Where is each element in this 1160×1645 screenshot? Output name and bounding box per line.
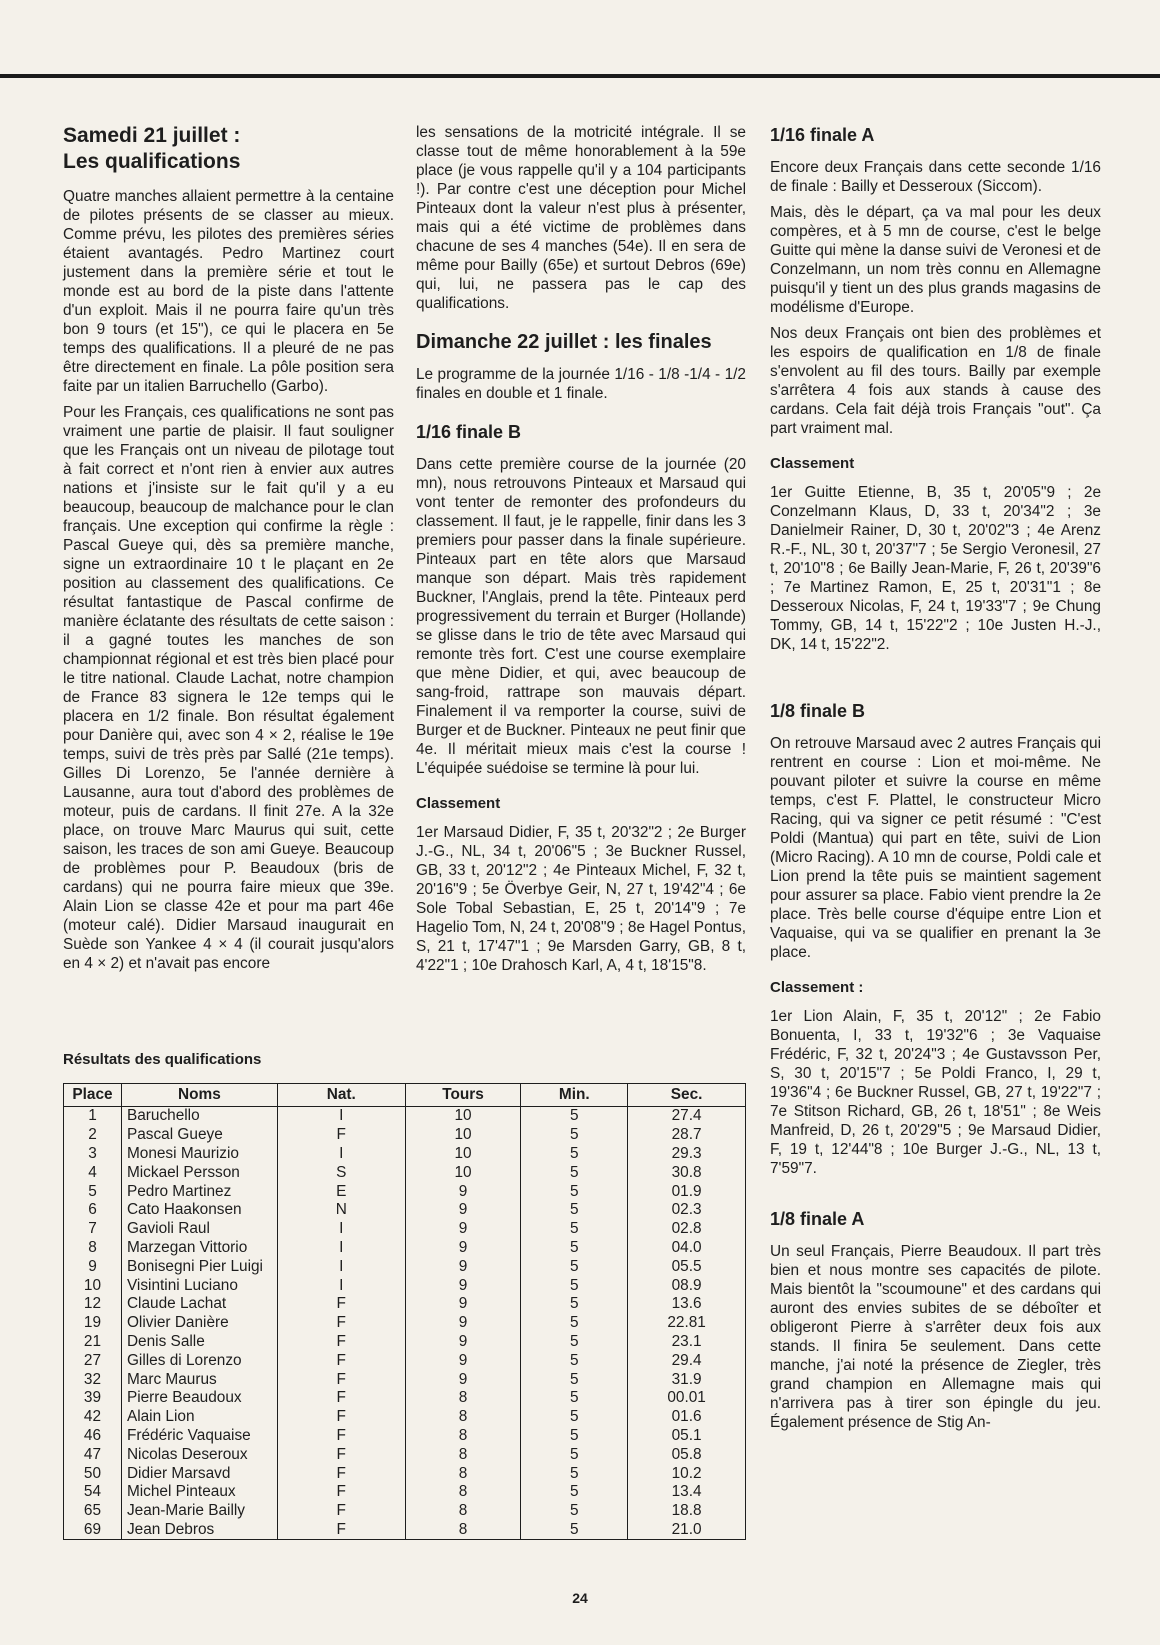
table-row (64, 1163, 746, 1182)
header-nat: Nat. (277, 1084, 405, 1107)
cell-place: 9 (64, 1257, 122, 1276)
cell-tours: 9 (405, 1370, 521, 1389)
cell-name: Baruchello (121, 1107, 277, 1126)
cell-name: Pierre Beaudoux (121, 1389, 277, 1408)
cell-place: 6 (64, 1201, 122, 1220)
cell-name: Visintini Luciano (121, 1276, 277, 1295)
header-min: Min. (521, 1084, 628, 1107)
column-1 (63, 123, 394, 980)
cell-place: 4 (64, 1163, 122, 1182)
subheading-16-finale-b: 1/16 finale B (416, 422, 522, 442)
cell-tours: 8 (405, 1427, 521, 1446)
header-tours: Tours (405, 1084, 521, 1107)
cell-place: 50 (64, 1464, 122, 1483)
cell-nat: F (277, 1389, 405, 1408)
cell-name: Michel Pinteaux (121, 1483, 277, 1502)
cell-place: 19 (64, 1314, 122, 1333)
table-row (64, 1445, 746, 1464)
section-heading-qualifications: Samedi 21 juillet : Les qualifications (63, 124, 241, 173)
cell-place: 7 (64, 1220, 122, 1239)
cell-place: 32 (64, 1370, 122, 1389)
cell-nat: F (277, 1370, 405, 1389)
cell-nat: F (277, 1427, 405, 1446)
cell-min: 5 (521, 1502, 628, 1521)
cell-sec: 00.01 (628, 1389, 746, 1408)
results-table-title: Résultats des qualifications (63, 1051, 262, 1068)
cell-place: 5 (64, 1182, 122, 1201)
cell-tours: 10 (405, 1163, 521, 1182)
cell-place: 12 (64, 1295, 122, 1314)
classement-list: 1er Lion Alain, F, 35 t, 20'12" ; 2e Fabio Bonuenta, I, 33 t, 19'32"6 ; 3e Vaquaise Frédéric, F, 32 t, 20'24"3 ; 4e Gustavsson Per, S, 30 t, 20'15"7 ; 5e Poldi Franco, I, 29 t, 19'36"4 ; 6e Buckner Russel, GB, 27 t, 19'22"7 ; 7e Stitson Richard, GB, 26 t, 18'51" ; 8e Weis Manfreid, D, 26 t, 20'29"5 ; 9e Marsaud Didier, F, 19 t, 12'44"8 ; 10e Burger J.-G., NL, 13 t, 7'59"7. (770, 1008, 1101, 1177)
cell-nat: F (277, 1521, 405, 1540)
classement-list: 1er Guitte Etienne, B, 35 t, 20'05"9 ; 2e Conzelmann Klaus, D, 33 t, 20'34"2 ; 3e Danielmeir Rainer, D, 30 t, 20'02"3 ; 4e Arenz R.-F., NL, 30 t, 20'37"7 ; 5e Sergio Veronesil, 27 t, 20'10"8 ; 6e Bailly Jean-Marie, F, 26 t, 20'39"6 ; 7e Martinez Ramon, E, 25 t, 20'31"1 ; 8e Desseroux Nicolas, F, 24 t, 19'33"7 ; 9e Chung Tommy, GB, 14 t, 15'22"2 ; 10e Justen H.-J., DK, 14 t, 15'22"2. (770, 484, 1101, 653)
table-row (64, 1276, 746, 1295)
column-3 (770, 122, 1101, 1439)
cell-tours: 10 (405, 1126, 521, 1145)
cell-tours: 10 (405, 1107, 521, 1126)
cell-sec: 08.9 (628, 1276, 746, 1295)
table-row (64, 1107, 746, 1126)
cell-min: 5 (521, 1145, 628, 1164)
results-table (63, 1083, 746, 1540)
table-row (64, 1483, 746, 1502)
cell-sec: 31.9 (628, 1370, 746, 1389)
cell-name: Cato Haakonsen (121, 1201, 277, 1220)
cell-sec: 04.0 (628, 1239, 746, 1258)
cell-nat: F (277, 1483, 405, 1502)
cell-min: 5 (521, 1257, 628, 1276)
cell-min: 5 (521, 1163, 628, 1182)
cell-nat: I (277, 1220, 405, 1239)
cell-name: Denis Salle (121, 1333, 277, 1352)
cell-tours: 8 (405, 1464, 521, 1483)
table-row (64, 1389, 746, 1408)
cell-name: Claude Lachat (121, 1295, 277, 1314)
paragraph: On retrouve Marsaud avec 2 autres Français qui rentrent en course : Lion et moi-même. Ne pouvant piloter et suivre la course en même temps, c'est F. Plattel, le constructeur Micro Racing, qui va signer ce petit résumé : "C'est Poldi (Mantua) qui part en tête, suivi de Lion (Micro Racing). A 10 mn de course, Poldi cale et Lion prend la tête puis se maintient sagement pour assurer sa place. Fabio vient prendre la 2e place. Très belle course d'équipe entre Lion et Vaquaise, qui va se qualifier en prenant la 3e place. (770, 735, 1101, 961)
paragraph: les sensations de la motricité intégrale. Il se classe tout de même honorablement à la 59e place (je vous rappelle qu'il y a 104 participants !). Par contre c'est une déception pour Michel Pinteaux dont la valeur n'est plus à présenter, mais qui a été victime de problèmes dans chacune de ses 4 manches (54e). Il en sera de même pour Bailly (65e) et surtout Debros (69e) qui, lui, ne passera pas le cap des qualifications. (416, 124, 746, 312)
cell-tours: 10 (405, 1145, 521, 1164)
cell-min: 5 (521, 1314, 628, 1333)
cell-min: 5 (521, 1107, 628, 1126)
cell-tours: 9 (405, 1257, 521, 1276)
cell-sec: 02.8 (628, 1220, 746, 1239)
cell-tours: 8 (405, 1408, 521, 1427)
paragraph: Pour les Français, ces qualifications ne sont pas vraiment une partie de plaisir. Il faut souligner que les Français ont un niveau de pilotage tout à fait correct et n'ont rien à envier aux autres nations et j'insiste sur le fait qu'il y a eu beaucoup, beaucoup de malchance pour le clan français. Une exception qui confirme la règle : Pascal Gueye qui, dès sa première manche, signe un extraordinaire 10 t le plaçant en 2e position au classement des qualifications. Ce résultat fantastique de Pascal confirme de manière éclatante des résultats de cette saison : il a gagné toutes les manches de son championnat régional et est très bien placé pour le titre national. Claude Lachat, notre champion de France 83 signera le 12e temps qui le placera en 1/2 finale. Bon résultat également pour Danière qui, avec son 4 × 2, réalise le 19e temps, suivi de très près par Sallé (21e temps). Gilles Di Lorenzo, 5e l'année dernière à Lausanne, aura tout d'abord des problèmes de moteur, puis de cardans. Il finit 27e. A la 32e place, on trouve Marc Maurus qui suit, cette saison, les traces de son ami Gueye. Beaucoup de problèmes pour P. Beaudoux (bris de cardans) qui ne pourra faire mieux que 39e. Alain Lion se classe 42e et pour ma part 46e (moteur calé). Didier Marsaud inaugurait en Suède son Yankee 4 × 4 (il courait jusqu'alors en 4 × 2) et n'avait pas encore (63, 404, 394, 972)
cell-nat: F (277, 1408, 405, 1427)
cell-place: 8 (64, 1239, 122, 1258)
cell-sec: 30.8 (628, 1163, 746, 1182)
cell-name: Nicolas Deseroux (121, 1445, 277, 1464)
subheading-16-finale-a: 1/16 finale A (770, 125, 875, 145)
cell-nat: F (277, 1295, 405, 1314)
cell-name: Marzegan Vittorio (121, 1239, 277, 1258)
cell-sec: 22.81 (628, 1314, 746, 1333)
cell-min: 5 (521, 1201, 628, 1220)
table-row (64, 1333, 746, 1352)
cell-min: 5 (521, 1295, 628, 1314)
table-row (64, 1370, 746, 1389)
classement-list: 1er Marsaud Didier, F, 35 t, 20'32"2 ; 2e Burger J.-G., NL, 34 t, 20'06"5 ; 3e Buckner Russel, GB, 33 t, 20'12"2 ; 4e Pinteaux Michel, F, 32 t, 20'16"9 ; 5e Överbye Geir, N, 27 t, 19'42"4 ; 6e Sole Tobal Sebastian, E, 25 t, 20'14"9 ; 7e Hagelio Tom, N, 24 t, 20'08"9 ; 8e Hagel Pontus, S, 21 t, 17'47"1 ; 9e Marsden Garry, GB, 8 t, 4'22"1 ; 10e Drahosch Karl, A, 4 t, 18'15"8. (416, 824, 746, 974)
cell-min: 5 (521, 1445, 628, 1464)
cell-sec: 05.5 (628, 1257, 746, 1276)
cell-name: Frédéric Vaquaise (121, 1427, 277, 1446)
cell-nat: F (277, 1126, 405, 1145)
cell-nat: F (277, 1314, 405, 1333)
cell-place: 65 (64, 1502, 122, 1521)
column-2 (416, 123, 746, 982)
cell-place: 2 (64, 1126, 122, 1145)
cell-min: 5 (521, 1351, 628, 1370)
cell-tours: 9 (405, 1333, 521, 1352)
table-row (64, 1182, 746, 1201)
cell-place: 3 (64, 1145, 122, 1164)
cell-place: 39 (64, 1389, 122, 1408)
cell-tours: 9 (405, 1201, 521, 1220)
cell-place: 21 (64, 1333, 122, 1352)
cell-sec: 18.8 (628, 1502, 746, 1521)
cell-nat: I (277, 1107, 405, 1126)
cell-tours: 9 (405, 1295, 521, 1314)
cell-nat: I (277, 1239, 405, 1258)
cell-nat: F (277, 1333, 405, 1352)
cell-name: Jean Debros (121, 1521, 277, 1540)
cell-place: 46 (64, 1427, 122, 1446)
table-row (64, 1257, 746, 1276)
cell-place: 69 (64, 1521, 122, 1540)
classement-heading: Classement (770, 455, 855, 472)
cell-tours: 9 (405, 1182, 521, 1201)
cell-sec: 10.2 (628, 1464, 746, 1483)
cell-sec: 05.1 (628, 1427, 746, 1446)
cell-sec: 29.4 (628, 1351, 746, 1370)
cell-nat: E (277, 1182, 405, 1201)
cell-place: 47 (64, 1445, 122, 1464)
page-number: 24 (572, 1590, 588, 1606)
table-row (64, 1220, 746, 1239)
cell-min: 5 (521, 1370, 628, 1389)
cell-tours: 9 (405, 1351, 521, 1370)
cell-sec: 23.1 (628, 1333, 746, 1352)
header-sec: Sec. (628, 1084, 746, 1107)
subheading-8-finale-b: 1/8 finale B (770, 701, 866, 721)
paragraph: Nos deux Français ont bien des problèmes et les espoirs de qualification en 1/8 de finale s'envolent au fil des tours. Bailly par exemple s'arrêtera 4 fois aux stands à cause des cardans. Cela fait déjà trois Français "out". Ça part vraiment mal. (770, 325, 1101, 437)
paragraph: Quatre manches allaient permettre à la centaine de pilotes présents de se classer au mieux. Comme prévu, les pilotes des premières séries étaient avantagés. Pedro Martinez court justement dans la première série et tout le monde est au bord de la piste dans l'attente d'un exploit. Mais il ne pourra faire qu'un très bon 9 tours (et 15"), ce qui le placera en 5e temps des qualifications. Il a pleuré de ne pas être directement en finale. La pôle position sera faite par un italien Barruchello (Garbo). (63, 188, 394, 395)
table-row (64, 1502, 746, 1521)
cell-name: Gavioli Raul (121, 1220, 277, 1239)
cell-sec: 29.3 (628, 1145, 746, 1164)
cell-place: 1 (64, 1107, 122, 1126)
cell-name: Jean-Marie Bailly (121, 1502, 277, 1521)
table-row (64, 1521, 746, 1540)
cell-name: Olivier Danière (121, 1314, 277, 1333)
cell-min: 5 (521, 1220, 628, 1239)
cell-nat: F (277, 1502, 405, 1521)
cell-tours: 9 (405, 1314, 521, 1333)
cell-name: Didier Marsavd (121, 1464, 277, 1483)
cell-name: Mickael Persson (121, 1163, 277, 1182)
cell-nat: F (277, 1464, 405, 1483)
header-noms: Noms (121, 1084, 277, 1107)
table-row (64, 1464, 746, 1483)
cell-name: Pedro Martinez (121, 1182, 277, 1201)
table-row (64, 1351, 746, 1370)
cell-sec: 27.4 (628, 1107, 746, 1126)
table-row (64, 1314, 746, 1333)
classement-heading: Classement (416, 795, 501, 812)
cell-place: 42 (64, 1408, 122, 1427)
section-heading-finales: Dimanche 22 juillet : les finales (416, 331, 712, 353)
header-place: Place (64, 1084, 122, 1107)
cell-sec: 05.8 (628, 1445, 746, 1464)
table-row (64, 1427, 746, 1446)
cell-sec: 13.4 (628, 1483, 746, 1502)
cell-tours: 9 (405, 1276, 521, 1295)
table-row (64, 1408, 746, 1427)
paragraph: Encore deux Français dans cette seconde 1/16 de finale : Bailly et Desseroux (Siccom). (770, 159, 1101, 195)
cell-sec: 21.0 (628, 1521, 746, 1540)
cell-min: 5 (521, 1427, 628, 1446)
cell-min: 5 (521, 1483, 628, 1502)
table-header-row (64, 1084, 746, 1107)
cell-tours: 8 (405, 1389, 521, 1408)
cell-place: 27 (64, 1351, 122, 1370)
cell-tours: 8 (405, 1502, 521, 1521)
cell-min: 5 (521, 1239, 628, 1258)
cell-tours: 8 (405, 1521, 521, 1540)
cell-tours: 9 (405, 1239, 521, 1258)
cell-nat: F (277, 1351, 405, 1370)
cell-min: 5 (521, 1126, 628, 1145)
cell-tours: 8 (405, 1483, 521, 1502)
paragraph: Le programme de la journée 1/16 - 1/8 -1/4 - 1/2 finales en double et 1 finale. (416, 366, 746, 402)
table-row (64, 1126, 746, 1145)
cell-min: 5 (521, 1389, 628, 1408)
paragraph: Dans cette première course de la journée (20 mn), nous retrouvons Pinteaux et Marsaud qui vont tenter de remonter des profondeurs du classement. Il faut, je le rappelle, finir dans les 3 premiers pour passer dans la finale supérieure. Pinteaux part en tête alors que Marsaud manque son départ. Mais très rapidement Buckner, l'Anglais, prend la tête. Pinteaux perd progressivement du terrain et Burger (Hollande) se glisse dans le trio de tête avec Marsaud qui remonte très fort. C'est une course exemplaire que mène Didier, et qui, avec beaucoup de sang-froid, rattrape son mauvais départ. Finalement il va remporter la course, suivi de Burger et de Buckner. Pinteaux ne peut finir que 4e. Il méritait mieux mais c'est la course ! L'équipée suédoise se termine là pour lui. (416, 456, 746, 777)
cell-sec: 02.3 (628, 1201, 746, 1220)
cell-sec: 01.6 (628, 1408, 746, 1427)
cell-place: 10 (64, 1276, 122, 1295)
cell-name: Marc Maurus (121, 1370, 277, 1389)
cell-nat: S (277, 1163, 405, 1182)
table-row (64, 1295, 746, 1314)
cell-min: 5 (521, 1333, 628, 1352)
cell-sec: 01.9 (628, 1182, 746, 1201)
cell-tours: 9 (405, 1220, 521, 1239)
paragraph: Mais, dès le départ, ça va mal pour les deux compères, et à 5 mn de course, c'est le belge Guitte qui mène la danse suivi de Veronesi et de Conzelmann, un nom très connu en Allemagne puisqu'il y tient un des plus grands magasins de modélisme d'Europe. (770, 204, 1101, 316)
table-row (64, 1145, 746, 1164)
cell-name: Alain Lion (121, 1408, 277, 1427)
classement-heading: Classement : (770, 979, 864, 996)
cell-min: 5 (521, 1521, 628, 1540)
table-row (64, 1201, 746, 1220)
cell-min: 5 (521, 1276, 628, 1295)
cell-nat: I (277, 1276, 405, 1295)
cell-tours: 8 (405, 1445, 521, 1464)
paragraph: Un seul Français, Pierre Beaudoux. Il part très bien et nous montre ses capacités de pilote. Mais bientôt la "scoumoune" et des cardans qui auront des envies subites de se déboîter et obligeront Pierre à s'arrêter deux fois aux stands. Il finira 5e seulement. Dans cette manche, j'ai noté la présence de Ziegler, très grand champion en Allemagne mais qui n'arrivera pas à tirer son épingle du jeu. Également présence de Stig An- (770, 1243, 1101, 1431)
cell-nat: N (277, 1201, 405, 1220)
cell-nat: F (277, 1445, 405, 1464)
cell-min: 5 (521, 1182, 628, 1201)
table-row (64, 1239, 746, 1258)
cell-sec: 28.7 (628, 1126, 746, 1145)
cell-name: Pascal Gueye (121, 1126, 277, 1145)
cell-min: 5 (521, 1464, 628, 1483)
cell-name: Gilles di Lorenzo (121, 1351, 277, 1370)
cell-nat: I (277, 1145, 405, 1164)
top-rule (0, 74, 1160, 78)
cell-name: Bonisegni Pier Luigi (121, 1257, 277, 1276)
cell-min: 5 (521, 1408, 628, 1427)
cell-sec: 13.6 (628, 1295, 746, 1314)
cell-name: Monesi Maurizio (121, 1145, 277, 1164)
cell-place: 54 (64, 1483, 122, 1502)
cell-nat: I (277, 1257, 405, 1276)
subheading-8-finale-a: 1/8 finale A (770, 1209, 865, 1229)
